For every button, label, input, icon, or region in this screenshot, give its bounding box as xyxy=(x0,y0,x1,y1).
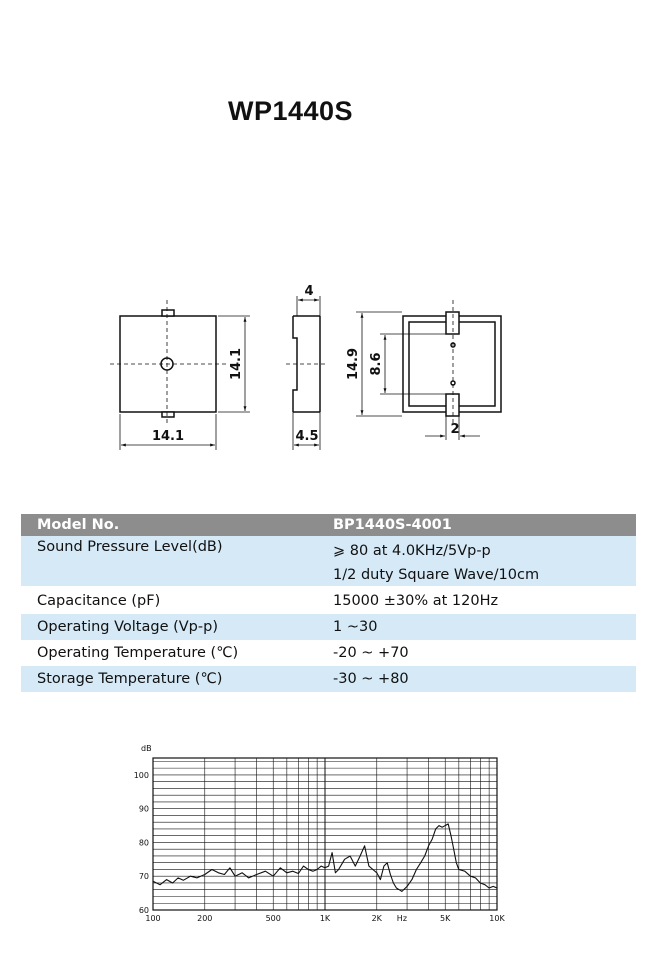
spec-label: Storage Temperature (℃) xyxy=(37,671,223,687)
y-tick-label: 70 xyxy=(138,872,149,882)
y-axis-label: dB xyxy=(141,744,152,753)
dim-side-bottom: 4.5 xyxy=(295,429,319,444)
x-tick-label: 1K xyxy=(319,914,331,923)
spec-header-label: Model No. xyxy=(37,517,120,533)
spec-value-line2: 1/2 duty Square Wave/10cm xyxy=(333,567,540,583)
dim-bottom-height: 14.9 xyxy=(346,347,361,381)
spec-value: 15000 ±30% at 120Hz xyxy=(333,593,499,609)
spec-header-value: BP1440S-4001 xyxy=(333,517,452,533)
y-tick-label: 60 xyxy=(138,906,149,915)
x-tick-label: 2K xyxy=(371,914,382,923)
product-title: WP1440S xyxy=(228,96,354,126)
spec-value-line1: ⩾ 80 at 4.0KHz/5Vp-p xyxy=(333,543,491,559)
x-tick-label: Hz xyxy=(396,914,408,923)
spec-value: -20 ~ +70 xyxy=(333,645,409,661)
x-tick-label: 10K xyxy=(489,914,505,923)
y-tick-label: 80 xyxy=(138,838,149,848)
dim-front-height: 14.1 xyxy=(229,347,244,381)
spec-label: Operating Voltage (Vp-p) xyxy=(37,619,218,635)
x-tick-label: 100 xyxy=(145,914,161,923)
x-tick-label: 5K xyxy=(440,914,451,923)
spec-label: Capacitance (pF) xyxy=(37,593,161,609)
spec-value: 1 ~30 xyxy=(333,619,378,635)
dim-side-top: 4 xyxy=(304,284,314,299)
spec-label: Sound Pressure Level(dB) xyxy=(37,539,223,555)
dim-pad-spacing: 8.6 xyxy=(369,352,384,376)
dim-pad-width: 2 xyxy=(450,422,460,437)
dim-front-width: 14.1 xyxy=(151,429,185,444)
spec-label: Operating Temperature (℃) xyxy=(37,645,239,661)
y-tick-label: 100 xyxy=(133,770,149,780)
x-tick-label: 200 xyxy=(197,914,213,923)
spec-value: -30 ~ +80 xyxy=(333,671,409,687)
y-tick-label: 90 xyxy=(138,804,149,814)
x-tick-label: 500 xyxy=(265,914,281,923)
